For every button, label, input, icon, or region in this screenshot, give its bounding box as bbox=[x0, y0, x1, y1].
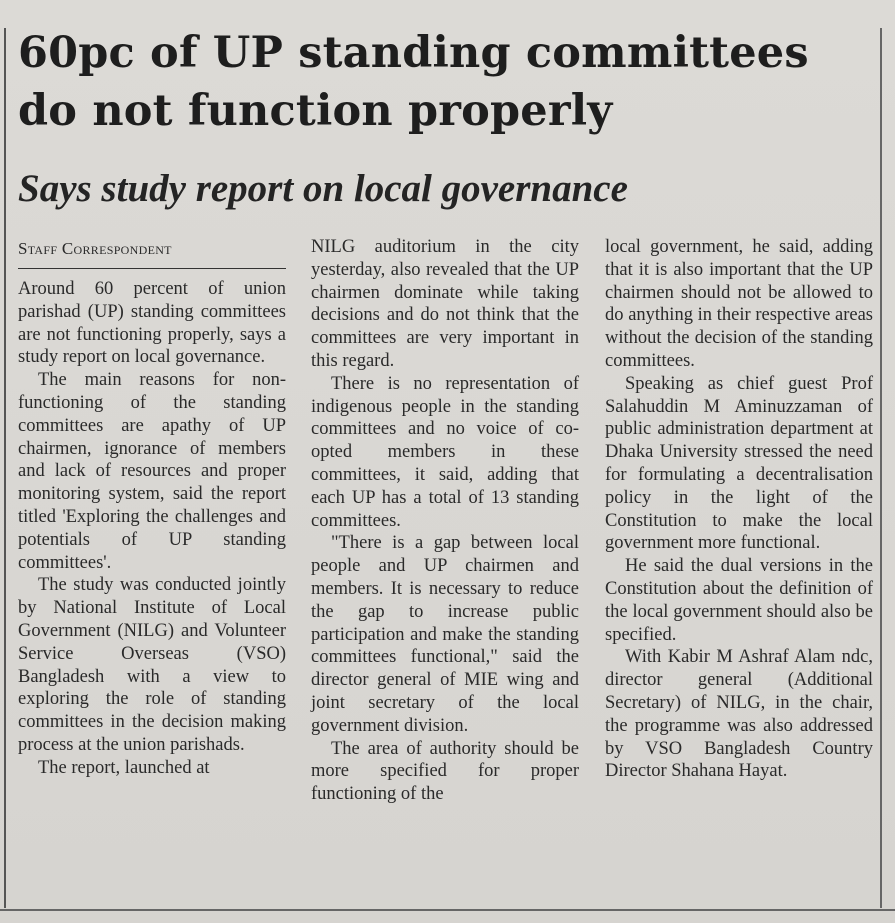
paragraph: local government, he said, adding that it is also important that the UP chairmen should not be allowed to do anything in their respective areas without the decision of the standing committees. bbox=[605, 237, 873, 371]
byline: Staff Correspondent bbox=[18, 236, 286, 269]
paragraph: He said the dual versions in the Constitution about the definition of the local government should also be specified. bbox=[605, 556, 873, 645]
paragraph: Around 60 percent of union parishad (UP) standing committees are not functioning properly, says a study report on local governance. bbox=[18, 279, 286, 368]
left-border-rule bbox=[4, 28, 6, 908]
paragraph: The report, launched at bbox=[38, 757, 210, 778]
headline bbox=[18, 24, 878, 140]
article-column-1 bbox=[18, 236, 286, 780]
paragraph: The study was conducted jointly by National Institute of Local Government (NILG) and Volunteer Service Overseas (VSO) Bangladesh with a view to exploring the role of standing committees in the decision making process at the union parishads. bbox=[18, 575, 286, 755]
bottom-border-rule bbox=[0, 909, 895, 911]
paragraph: There is no representation of indigenous people in the standing committees and no voice of co-opted members in these committees, it said, adding that each UP has a total of 13 standing committees. bbox=[311, 373, 579, 531]
paragraph: The area of authority should be more specified for proper functioning of the bbox=[311, 738, 579, 805]
headline-line-1: 60pc of UP standing committees bbox=[18, 28, 809, 78]
paragraph: NILG auditorium in the city yesterday, also revealed that the UP chairmen dominate while taking decisions and do not think that the committees are very important in this regard. bbox=[311, 237, 579, 371]
right-border-rule bbox=[880, 28, 882, 908]
paragraph: With Kabir M Ashraf Alam ndc, director general (Additional Secretary) of NILG, in the chair, the programme was also addressed by VSO Bangladesh Country Director Shahana Hayat. bbox=[605, 647, 873, 782]
paragraph: The main reasons for non-functioning of the standing committees are apathy of UP chairmen, ignorance of members and lack of resources and proper monitoring system, said the report titled 'Exploring the challenges and potentials of UP standing committees'. bbox=[18, 370, 286, 573]
paragraph: Speaking as chief guest Prof Salahuddin M Aminuzzaman of public administration department at Dhaka University stressed the need for formulating a decentralisation policy in the light of the Constitution to make the local government more functional. bbox=[605, 373, 873, 554]
headline-line-2: do not function properly bbox=[18, 86, 613, 136]
article-column-2 bbox=[311, 236, 579, 806]
subheadline: Says study report on local governance bbox=[18, 167, 628, 210]
article-column-3 bbox=[605, 236, 873, 783]
paragraph: "There is a gap between local people and UP chairmen and members. It is necessary to reduce the gap to increase public participation and make the standing committees functional," said the director general of MIE wing and joint secretary of the local government division. bbox=[311, 533, 579, 736]
